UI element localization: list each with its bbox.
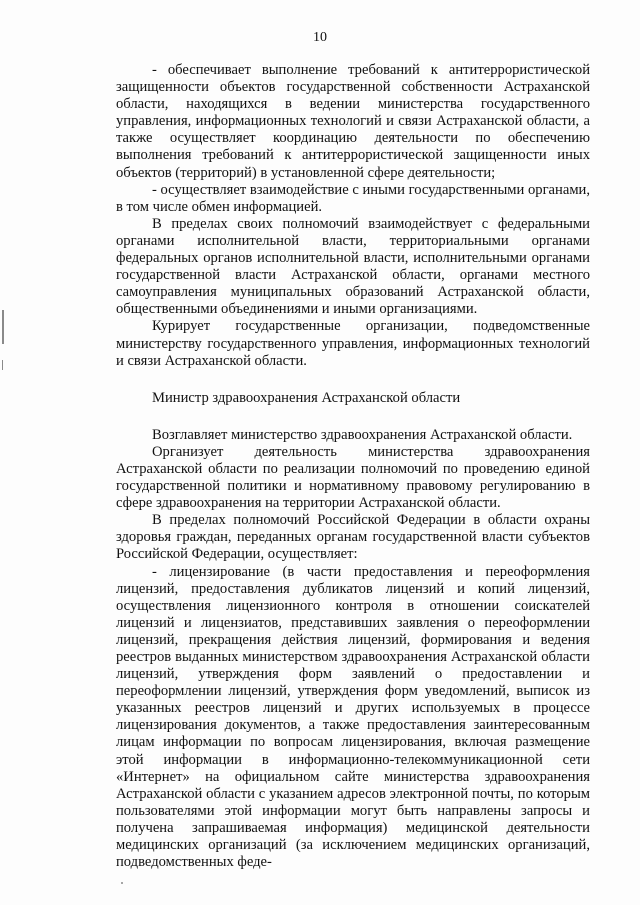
paragraph-supervision: Курирует государственные организации, подведомственные министерству государственного управления, информационных технологий и связи Астраханской области. [116,318,590,369]
paragraph-organizes-activity: Организует деятельность министерства здравоохранения Астраханской области по реализации полномочий по проведению единой государственной политики и нормативному правовому регулированию в сфере здравоохранения на территории Астраханской области. [116,443,590,512]
scan-artifact-dot [121,882,123,884]
paragraph-interaction-duty: - осуществляет взаимодействие с иными государственными органами, в том числе обмен информацией. [116,181,591,215]
scan-artifact-mark [2,310,4,344]
paragraph-federal-powers: В пределах полномочий Российской Федерации в области охраны здоровья граждан, переданных органам государственной власти субъектов Российской Федерации, осуществляет: [116,512,590,563]
paragraph-heads-ministry: Возглавляет министерство здравоохранения Астраханской области. [152,426,573,443]
paragraph-antiterror-duties: - обеспечивает выполнение требований к антитеррористической защищенности объектов государственной собственности Астраханской области, находящихся в ведении министерства государственного управления, информационных технологий и связи Астраханской области, а также осуществляет координацию деятельности по обеспечению выполнения требований к антитеррористической защищенности иных объектов (территорий) в установленной сфере деятельности; [116,62,590,181]
page-number: 10 [313,30,327,45]
scan-artifact-mark [2,360,3,370]
document-body [116,62,590,871]
paragraph-licensing: - лицензирование (в части предоставления и переоформления лицензий, предоставления дубликатов лицензий и копий лицензий, осуществления лицензионного контроля в отношении соискателей лицензий и лицензиатов, представивших заявления о переоформлении лицензий, прекращения действия лицензий, формирования и ведения реестров выданных министерством здравоохранения Астраханской области лицензий, утверждения форм заявлений о предоставлении и переоформлении лицензий, утверждения форм уведомлений, выписок из указанных реестров лицензий и других используемых в процессе лицензирования документов, а также предоставления заинтересованным лицам информации по вопросам лицензирования, включая размещение этой информации в информационно-телекоммуникационной сети «Интернет» на официальном сайте министерства здравоохранения Астраханской области с указанием адресов электронной почты, по которым пользователями этой информации могут быть направлены запросы и получена запрашиваемая информация) медицинской деятельности медицинских организаций (за исключением медицинских организаций, подведомственных феде- [116,563,590,871]
section-heading-health-minister: Министр здравоохранения Астраханской области [152,389,461,406]
paragraph-cooperation: В пределах своих полномочий взаимодействует с федеральными органами исполнительной власти, территориальными органами федеральных органов исполнительной власти, исполнительными органами государственной власти Астраханской области, органами местного самоуправления муниципальных образований Астраханской области, общественными объединениями и иными организациями. [116,215,590,318]
